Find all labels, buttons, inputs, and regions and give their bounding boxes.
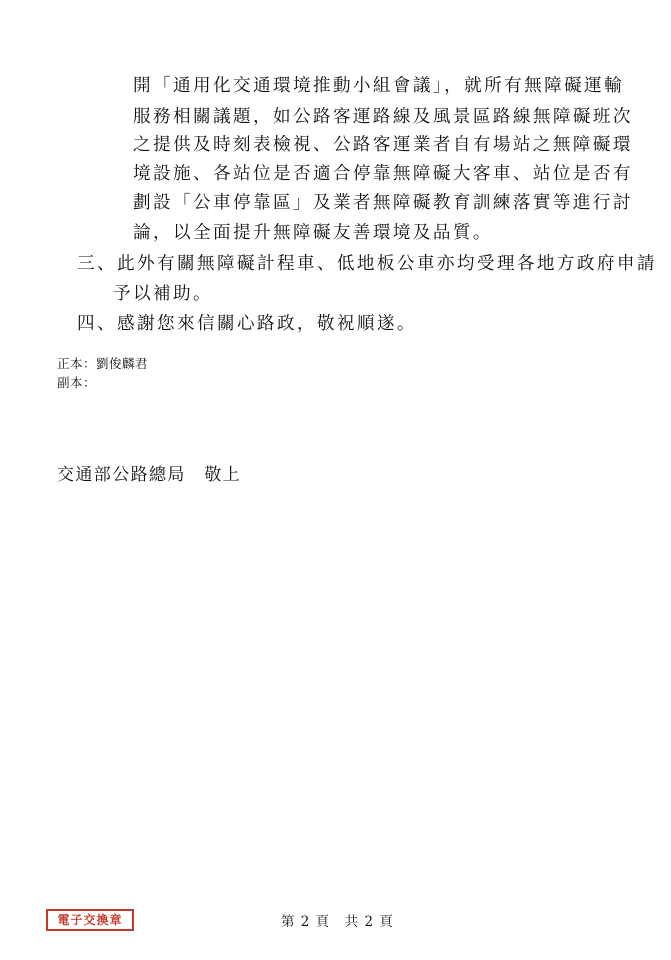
primary-recipient: 正本：劉俊麟君 <box>57 356 149 371</box>
body-line-4: 境設施、各站位是否適合停靠無障礙大客車、站位是否有 <box>133 164 633 184</box>
item-3-line-2: 予以補助。 <box>113 284 213 304</box>
page-indicator: 第 2 頁 共 2 頁 <box>281 914 394 930</box>
body-line-6: 論，以全面提升無障礙友善環境及品質。 <box>133 223 493 243</box>
body-line-1: 開「通用化交通環境推動小組會議」，就所有無障礙運輸 <box>133 76 625 96</box>
body-line-2: 服務相關議題，如公路客運路線及風景區路線無障礙班次 <box>133 107 633 127</box>
item-4-line-1: 四、感謝您來信關心路政，敬祝順遂。 <box>77 314 417 334</box>
issuer-signature: 交通部公路總局 敬上 <box>57 465 241 485</box>
body-line-3: 之提供及時刻表檢視、公路客運業者自有場站之無障礙環 <box>133 135 633 155</box>
electronic-exchange-stamp: 電子交換章 <box>46 909 134 931</box>
body-line-5: 劃設「公車停靠區」及業者無障礙教育訓練落實等進行討 <box>133 193 633 213</box>
copy-recipient: 副本： <box>57 375 97 390</box>
item-3-line-1: 三、此外有關無障礙計程車、低地板公車亦均受理各地方政府申請 <box>77 254 657 274</box>
